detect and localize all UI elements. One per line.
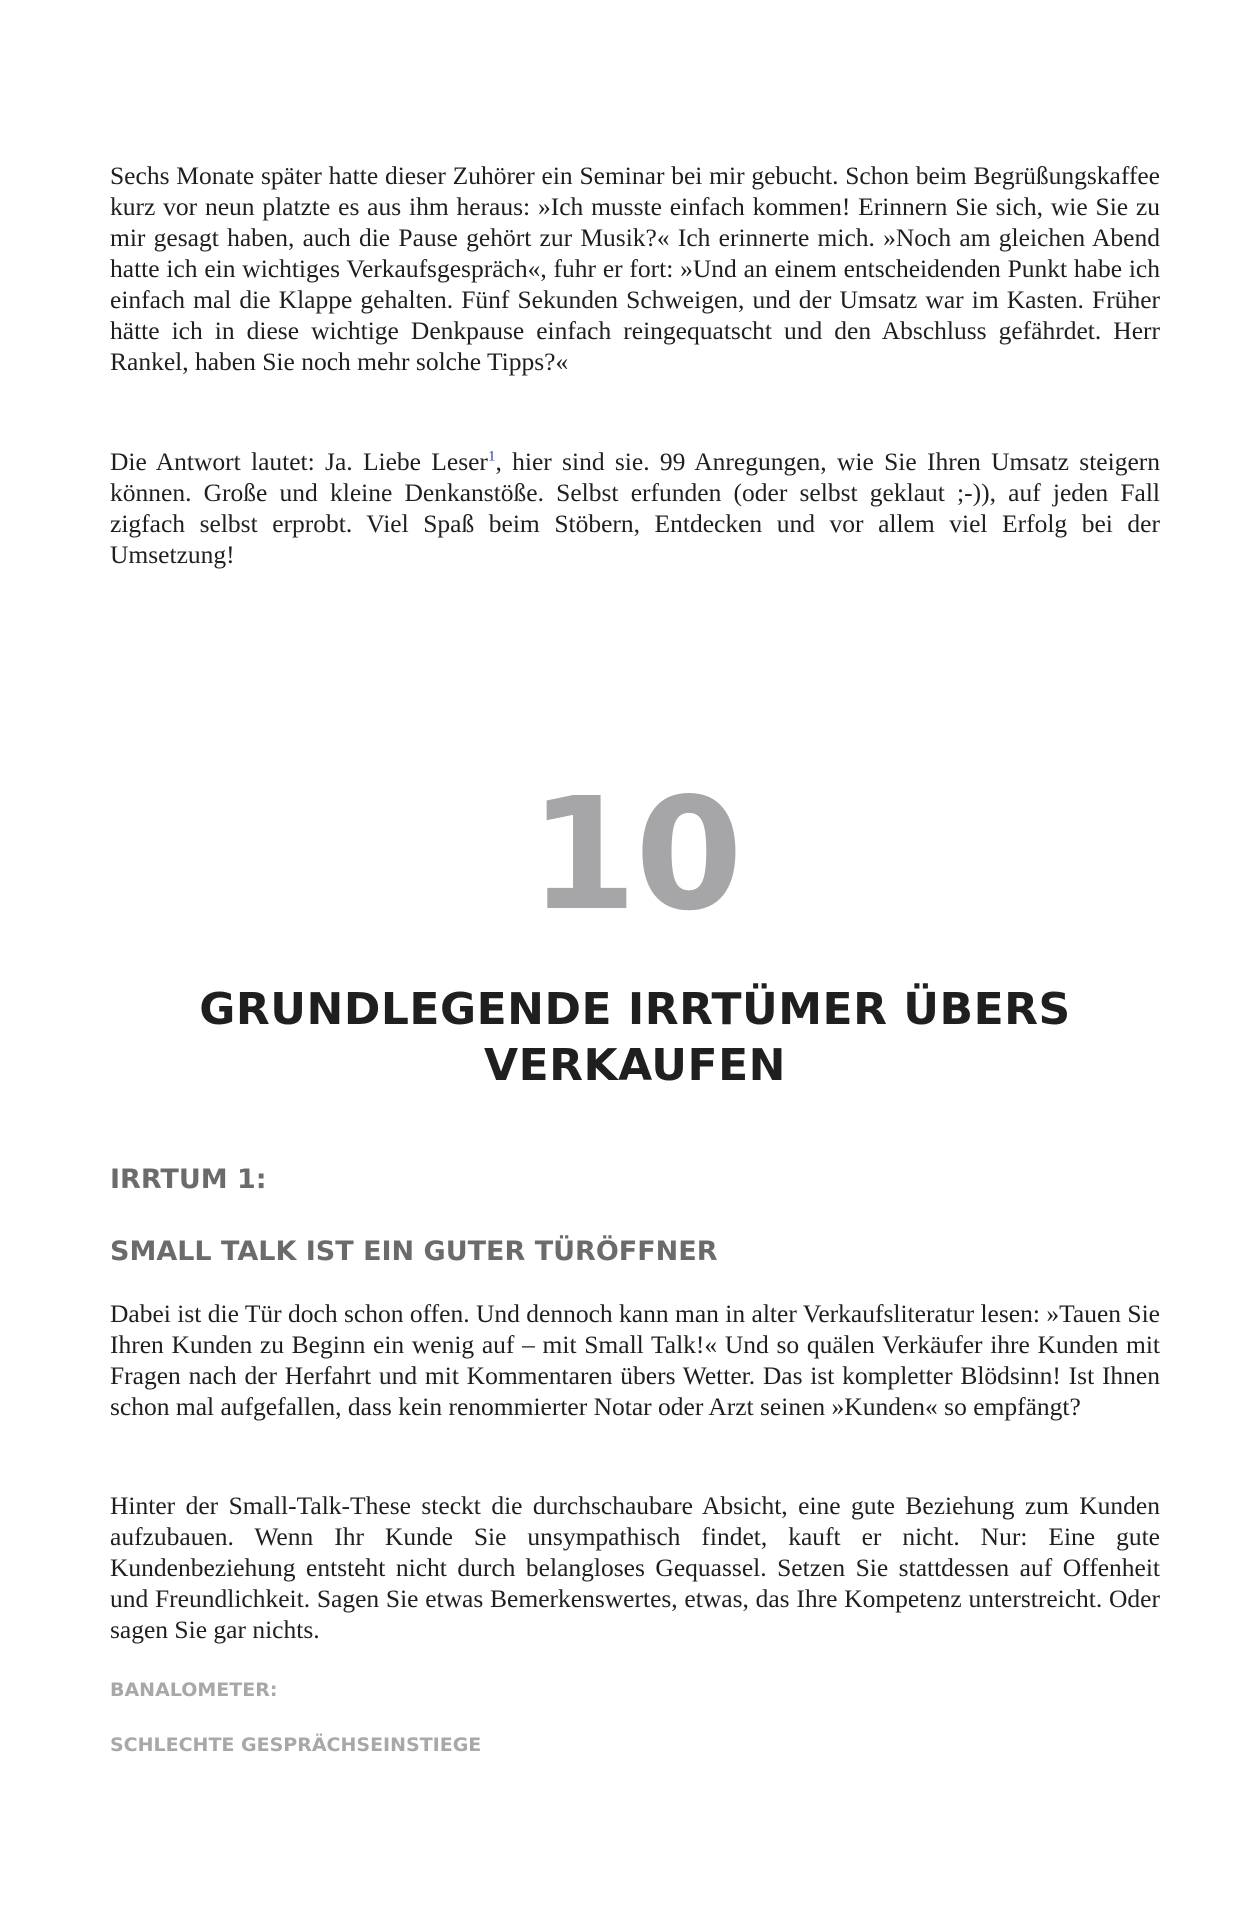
intro-paragraph-2 — [110, 446, 1160, 570]
chapter-title: GRUNDLEGENDE IRRTÜMER ÜBERS VERKAUFEN — [199, 984, 1071, 1091]
section-paragraph-2: Hinter der Small-Talk-These steckt die durchschaubare Absicht, eine gute Beziehung zum Kunden aufzubauen. Wenn Ihr Kunde Sie unsympathisch findet, kauft er nicht. Nur: Eine gute Kundenbeziehung entsteht nicht durch belangloses Gequassel. Setzen Sie stattdessen auf Offenheit und Freundlichkeit. Sagen Sie etwas Bemerkenswertes, etwas, das Ihre Kompetenz unterstreicht. Oder sagen Sie gar nichts. — [110, 1491, 1160, 1644]
subheading-schlechte-gespraechseinstiege: SCHLECHTE GESPRÄCHSEINSTIEGE — [110, 1734, 482, 1756]
section-heading-irrtum: IRRTUM 1: — [110, 1164, 267, 1195]
intro-paragraph-2-start: Die Antwort lautet: Ja. Liebe Leser — [110, 447, 488, 476]
section-heading-small-talk: SMALL TALK IST EIN GUTER TÜRÖFFNER — [110, 1236, 718, 1267]
intro-paragraph-2-end: , hier sind sie. 99 Anregungen, wie Sie Ihren Umsatz steigern können. Große und kleine Denkanstöße. Selbst erfunden (oder selbst geklaut ;-)), auf jeden Fall zigfach selbst erprobt. Viel Spaß beim Stöbern, Entdecken und vor allem viel Erfolg bei der Umsetzung! — [110, 447, 1161, 569]
section-paragraph-1: Dabei ist die Tür doch schon offen. Und dennoch kann man in alter Verkaufsliteratur lesen: »Tauen Sie Ihren Kunden zu Beginn ein wenig auf – mit Small Talk!« Und so quälen Verkäufer ihre Kunden mit Fragen nach der Herfahrt und mit Kommentaren übers Wetter. Das ist kompletter Blödsinn! Ist Ihnen schon mal aufgefallen, dass kein renommierter Notar oder Arzt seinen »Kunden« so empfängt? — [110, 1299, 1160, 1421]
intro-paragraph-1: Sechs Monate später hatte dieser Zuhörer ein Seminar bei mir gebucht. Schon beim Begrüßungskaffee kurz vor neun platzte es aus ihm heraus: »Ich musste einfach kommen! Erinnern Sie sich, wie Sie zu mir gesagt haben, auch die Pause gehört zur Musik?« Ich erinnerte mich. »Noch am gleichen Abend hatte ich ein wichtiges Verkaufsgespräch«, fuhr er fort: »Und an einem entscheidenden Punkt habe ich einfach mal die Klappe gehalten. Fünf Sekunden Schweigen, und der Umsatz war im Kasten. Früher hätte ich in diese wichtige Denkpause einfach reingequatscht und den Abschluss gefährdet. Herr Rankel, haben Sie noch mehr solche Tipps?« — [110, 161, 1160, 376]
chapter-number: 10 — [529, 764, 741, 945]
footnote-marker[interactable]: 1 — [487, 448, 496, 465]
subheading-banalometer: BANALOMETER: — [110, 1679, 278, 1701]
